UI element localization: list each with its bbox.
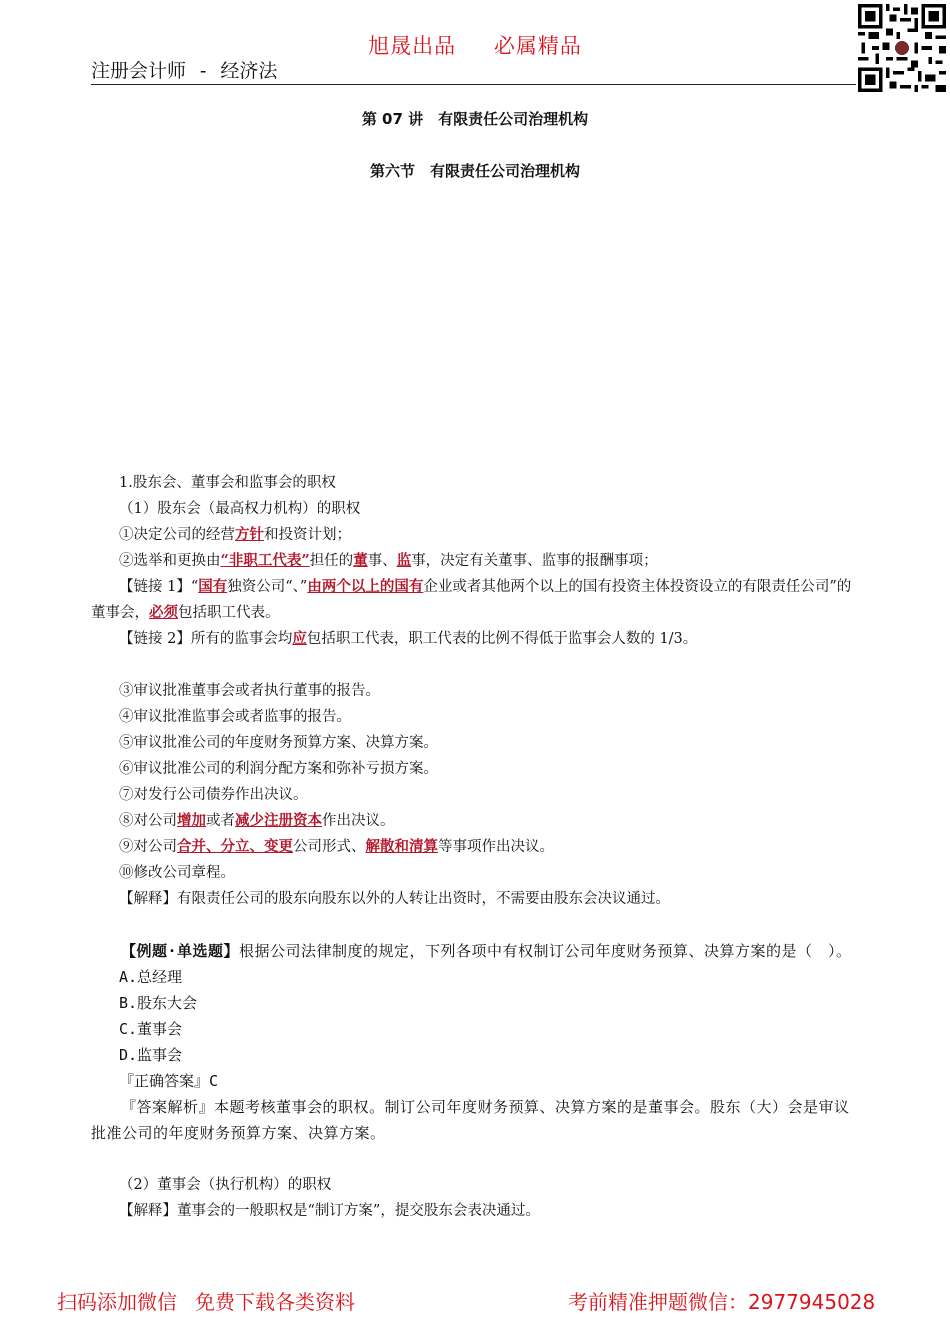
main-content — [91, 470, 861, 1224]
highlight: 监 — [396, 552, 412, 569]
qr-code-icon — [858, 4, 946, 92]
header-rule — [91, 84, 856, 85]
option-b: B.股东大会 — [119, 994, 198, 1012]
highlight: 解散和清算 — [365, 838, 438, 855]
heading-1: 1.股东会、董事会和监事会的职权 — [119, 475, 336, 491]
option-c: C.董事会 — [119, 1020, 183, 1038]
spacer — [91, 652, 861, 678]
item-2: ②选举和更换由“非职工代表”担任的董事、监事，决定有关董事、监事的报酬事项； — [119, 552, 658, 569]
item-7: ⑦对发行公司债券作出决议。 — [119, 787, 308, 803]
correct-answer: 『正确答案』C — [119, 1072, 219, 1090]
section-title: 第六节 有限责任公司治理机构 — [369, 162, 580, 180]
footer-wechat: 考前精准押题微信：2977945028 — [568, 1290, 876, 1314]
example-label: 【例题·单选题】 — [121, 942, 240, 960]
highlight: 减少注册资本 — [235, 812, 322, 829]
item-3: ③审议批准董事会或者执行董事的报告。 — [119, 683, 380, 699]
item-9: ⑨对公司合并、分立、变更公司形式、解散和清算等事项作出决议。 — [119, 838, 554, 855]
option-d: D.监事会 — [119, 1046, 183, 1064]
spacer — [91, 1146, 861, 1172]
spacer — [91, 912, 861, 938]
item-5: ⑤审议批准公司的年度财务预算方案、决算方案。 — [119, 735, 438, 751]
explain-1: 【解释】有限责任公司的股东向股东以外的人转让出资时，不需要由股东会决议通过。 — [119, 891, 670, 907]
item-10: ⑩修改公司章程。 — [119, 865, 235, 881]
heading-1-1: （1）股东会（最高权力机构）的职权 — [119, 501, 361, 517]
footer-scan: 扫码添加微信 — [57, 1290, 177, 1314]
highlight: 由两个以上的国有 — [307, 578, 424, 595]
option-a: A.总经理 — [119, 968, 183, 986]
footer-download: 免费下载各类资料 — [195, 1290, 355, 1314]
heading-1-2: （2）董事会（执行机构）的职权 — [119, 1177, 332, 1193]
item-4: ④审议批准监事会或者监事的报告。 — [119, 709, 351, 725]
explain-2: 【解释】董事会的一般职权是“制订方案”，提交股东会表决通过。 — [119, 1203, 540, 1219]
example-question: 【例题·单选题】根据公司法律制度的规定，下列各项中有权制订公司年度财务预算、决算方案的是（ ）。 — [121, 942, 852, 960]
highlight: 应 — [292, 630, 307, 647]
highlight: 增加 — [177, 812, 206, 829]
footer-left — [57, 1286, 355, 1315]
brand-right: 必属精品 — [493, 34, 582, 58]
link-1: 【链接 1】“国有独资公司“、”由两个以上的国有企业或者其他两个以上的国有投资主体投资设立的有限责任公司”的董事会，必须包括职工代表。 — [91, 578, 852, 621]
item-8: ⑧对公司增加或者减少注册资本作出决议。 — [119, 812, 395, 829]
item-6: ⑥审议批准公司的利润分配方案和弥补亏损方案。 — [119, 761, 438, 777]
highlight: “非职工代表” — [220, 552, 310, 569]
subject-title: 注册会计师 - 经济法 — [91, 60, 278, 82]
lecture-title: 第 07 讲 有限责任公司治理机构 — [361, 110, 589, 128]
item-1: ①决定公司的经营方针和投资计划； — [119, 526, 351, 543]
highlight: 方针 — [235, 526, 264, 543]
answer-analysis: 『答案解析』本题考核董事会的职权。制订公司年度财务预算、决算方案的是董事会。股东（大）会是审议批准公司的年度财务预算方案、决算方案。 — [91, 1098, 850, 1142]
highlight: 董 — [353, 552, 368, 569]
highlight: 国有 — [198, 578, 228, 595]
highlight: 必须 — [149, 604, 178, 621]
link-2: 【链接 2】所有的监事会均应包括职工代表，职工代表的比例不得低于监事会人数的 1/3。 — [119, 630, 698, 647]
brand-left: 旭晟出品 — [368, 34, 457, 58]
highlight: 合并、分立、变更 — [177, 838, 293, 855]
